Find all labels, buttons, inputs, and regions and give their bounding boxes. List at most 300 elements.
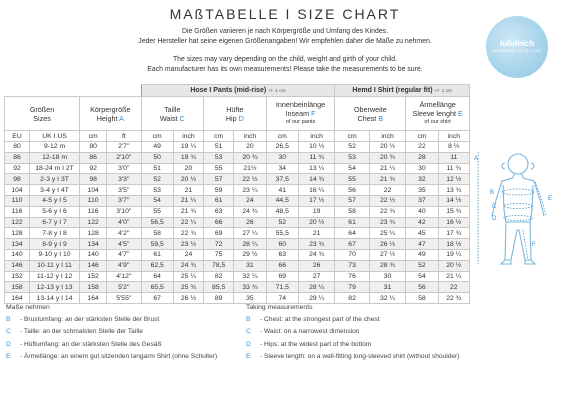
table-cell: 52	[406, 260, 438, 271]
intro-de-line-1: Die Größen variieren je nach Körpergröße und Umfang des Kindes.	[181, 28, 389, 35]
table-cell: 55	[204, 163, 234, 174]
unit-cell: cm	[266, 131, 298, 142]
legend-german	[6, 302, 217, 363]
table-cell: 22 ¾	[173, 228, 203, 239]
table-cell: 21	[298, 228, 334, 239]
table-cell: 26,5	[266, 142, 298, 153]
table-cell: 4'0''	[107, 217, 141, 228]
intro-german	[60, 27, 510, 46]
table-cell: 134	[80, 239, 107, 250]
table-cell: 32 ¼	[369, 293, 405, 304]
table-row	[5, 152, 470, 163]
table-cell: 66	[266, 260, 298, 271]
table-cell: 4'7''	[107, 249, 141, 260]
legend-item	[6, 326, 217, 338]
table-cell: 56,5	[141, 217, 173, 228]
table-cell: 13 ¾	[438, 185, 469, 196]
table-cell: 29 ½	[234, 249, 266, 260]
table-row	[5, 142, 470, 153]
table-cell: 3'3''	[107, 174, 141, 185]
legend-key: E	[6, 352, 11, 360]
intro-en-line-1: The sizes may vary depending on the child, weight and girth of your child.	[172, 56, 398, 63]
legend-item	[246, 351, 459, 363]
table-cell: 28 ¾	[369, 260, 405, 271]
table-cell: 3'10''	[107, 206, 141, 217]
table-cell: 5-6 y I 6	[30, 206, 80, 217]
table-row	[5, 174, 470, 185]
table-cell: 69	[266, 271, 298, 282]
group-pants: Hose I Pants (mid-rise) +/- 1 cm	[141, 85, 335, 97]
table-cell: 21 ¼	[173, 195, 203, 206]
logo-text: lululeich	[499, 38, 535, 48]
header-height: Körpergröße Height A	[80, 97, 141, 131]
table-cell: 80	[80, 142, 107, 153]
table-cell: 58	[141, 228, 173, 239]
table-cell: 30	[266, 152, 298, 163]
header-sizes: Größen Sizes	[5, 97, 80, 131]
table-cell: 3'7''	[107, 195, 141, 206]
table-cell: 110	[5, 195, 30, 206]
table-cell: 98	[5, 174, 30, 185]
table-cell: 10-11 y I 11	[30, 260, 80, 271]
table-cell: 24	[234, 195, 266, 206]
table-cell: 31	[369, 282, 405, 293]
table-cell: 24 ¾	[298, 249, 334, 260]
table-cell: 22 ½	[234, 174, 266, 185]
table-cell: 9-12 m	[30, 142, 80, 153]
table-cell: 23 ¾	[369, 217, 405, 228]
table-cell: 7-8 y I 8	[30, 228, 80, 239]
table-cell: 164	[5, 293, 30, 304]
table-cell: 20 ¾	[234, 152, 266, 163]
table-cell: 11	[438, 152, 469, 163]
table-cell: 140	[80, 249, 107, 260]
table-cell: 76	[335, 271, 369, 282]
table-cell: 61	[204, 195, 234, 206]
table-cell: 15 ¾	[438, 206, 469, 217]
table-row	[5, 163, 470, 174]
table-cell: 8-9 y I 9	[30, 239, 80, 250]
table-cell: 47	[406, 239, 438, 250]
table-cell: 20 ½	[369, 142, 405, 153]
table-cell: 11 ¾	[438, 163, 469, 174]
table-cell: 85,5	[204, 282, 234, 293]
table-cell: 59	[204, 185, 234, 196]
table-cell: 55	[335, 174, 369, 185]
table-cell: 20 ½	[173, 174, 203, 185]
table-row	[5, 206, 470, 217]
table-cell: 55	[141, 206, 173, 217]
header-sleeve: Ärmellänge Sleeve lenght E of our shirt	[406, 97, 470, 131]
group-shirt: Hemd I Shirt (regular fit) +/- 1 cm	[335, 85, 470, 97]
legend-item	[6, 339, 217, 351]
table-cell: 75	[204, 249, 234, 260]
table-cell: 9-10 y I 10	[30, 249, 80, 260]
table-cell: 70	[335, 249, 369, 260]
table-cell: 12-13 y I 13	[30, 282, 80, 293]
intro-de-line-2: Jeder Hersteller hat seine eigenen Größenangaben! Wir empfehlen daher die Maße zu nehmen.	[138, 37, 432, 45]
table-cell: 21 ¾	[369, 174, 405, 185]
table-cell: 19 ¾	[173, 152, 203, 163]
table-cell: 54	[141, 195, 173, 206]
table-row	[5, 282, 470, 293]
unit-cell: inch	[173, 131, 203, 142]
table-cell: 13 ¼	[298, 163, 334, 174]
header-hip: Hüfte Hip D	[204, 97, 267, 131]
legend-en-items	[246, 314, 459, 363]
table-cell: 19 ¼	[173, 142, 203, 153]
legend-item	[246, 339, 459, 351]
legend-english	[246, 302, 459, 363]
logo-subtext: HANDMADE WITH LOVE	[492, 49, 542, 53]
table-cell: 122	[80, 217, 107, 228]
table-cell: 20	[173, 163, 203, 174]
table-cell: 44,5	[266, 195, 298, 206]
legend-text: Hips: at the widest part of the bottom	[264, 340, 372, 348]
table-cell: 49	[406, 249, 438, 260]
table-cell: 13-14 y I 14	[30, 293, 80, 304]
table-cell: 14 ¾	[298, 174, 334, 185]
table-cell: 22 ¾	[438, 293, 469, 304]
table-cell: 17 ¾	[438, 228, 469, 239]
table-cell: 116	[5, 206, 30, 217]
table-cell: 28 ¼	[234, 239, 266, 250]
table-cell: 79	[335, 282, 369, 293]
figure-label-f: F	[532, 242, 536, 248]
table-cell: 20 ¾	[369, 152, 405, 163]
legend-item	[6, 314, 217, 326]
table-cell: 29 ¼	[298, 293, 334, 304]
table-cell: 51	[141, 163, 173, 174]
table-cell: 4'2''	[107, 228, 141, 239]
table-cell: 64	[335, 228, 369, 239]
table-cell: 86	[80, 152, 107, 163]
legend-key: C	[246, 328, 251, 336]
table-cell: 8 ½	[438, 142, 469, 153]
table-cell: 21½	[234, 163, 266, 174]
figure-label-a: A	[474, 156, 479, 162]
table-cell: 86	[5, 152, 30, 163]
table-body	[5, 142, 470, 304]
table-cell: 11-12 y I 12	[30, 271, 80, 282]
child-measurement-figure	[474, 150, 566, 282]
column-header-row	[5, 97, 470, 131]
table-cell: 48,5	[266, 206, 298, 217]
table-cell: 16 ¼	[298, 185, 334, 196]
legend-key: B	[6, 316, 11, 324]
table-cell: 33 ¾	[234, 282, 266, 293]
unit-cell: cm	[204, 131, 234, 142]
legend-text: Brustumfang: an der stärksten Stelle der Brust	[24, 316, 160, 324]
table-cell: 53	[335, 152, 369, 163]
legend-key: E	[246, 352, 251, 360]
table-cell: 12 ½	[438, 174, 469, 185]
table-cell: 18-24 m I 2T	[30, 163, 80, 174]
table-cell: 25 ¾	[173, 282, 203, 293]
table-cell: 27 ½	[369, 249, 405, 260]
table-cell: 71,5	[266, 282, 298, 293]
table-cell: 61	[335, 217, 369, 228]
table-cell: 59,5	[141, 239, 173, 250]
table-row	[5, 217, 470, 228]
unit-cell: UK I US	[30, 131, 80, 142]
table-cell: 128	[5, 228, 30, 239]
table-row	[5, 195, 470, 206]
table-cell: 22	[369, 185, 405, 196]
figure-label-b: B	[490, 190, 495, 196]
table-cell: 52	[141, 174, 173, 185]
table-cell: 64	[141, 271, 173, 282]
table-cell: 26	[234, 217, 266, 228]
table-cell: 23 ½	[173, 239, 203, 250]
table-cell: 49	[141, 142, 173, 153]
table-cell: 67	[141, 293, 173, 304]
table-cell: 69	[204, 228, 234, 239]
table-cell: 25 ¼	[369, 228, 405, 239]
legend-dash: -	[20, 352, 25, 360]
table-cell: 60	[266, 239, 298, 250]
legend-text: Hüftumfang: an der stärksten Stelle des Gesäß	[24, 340, 162, 348]
table-cell: 32 ¼	[234, 271, 266, 282]
table-cell: 14 ½	[438, 195, 469, 206]
table-cell: 19	[298, 206, 334, 217]
table-cell: 4'12''	[107, 271, 141, 282]
unit-cell: cm	[80, 131, 107, 142]
table-cell: 89	[204, 293, 234, 304]
table-cell: 22 ¾	[369, 206, 405, 217]
unit-cell: ft	[107, 131, 141, 142]
table-cell: 51	[204, 142, 234, 153]
intro-english	[60, 55, 510, 74]
brand-logo	[486, 16, 548, 78]
table-cell: 4-5 y I 5	[30, 195, 80, 206]
table-cell: 82	[335, 293, 369, 304]
legend-key: D	[6, 340, 11, 348]
legend-dash: -	[260, 352, 265, 360]
table-cell: 116	[80, 206, 107, 217]
table-cell: 152	[80, 271, 107, 282]
figure-label-d: D	[492, 216, 497, 222]
table-row	[5, 185, 470, 196]
table-cell: 53	[204, 152, 234, 163]
group-header-row	[5, 85, 470, 97]
table-cell: 55,5	[266, 228, 298, 239]
table-cell: 26	[298, 260, 334, 271]
legend-en-heading: Taking measurements	[246, 304, 313, 311]
table-cell: 41	[266, 185, 298, 196]
table-cell: 58	[406, 293, 438, 304]
header-inseam: Innenbeinlänge Inseam F of our pants	[266, 97, 335, 131]
legend-text: Waist: on a narrowest dimension	[264, 328, 360, 336]
table-cell: 158	[5, 282, 30, 293]
table-cell: 24 ¾	[173, 260, 203, 271]
legend-text: Chest: at the strongest part of the chest	[264, 316, 380, 324]
table-cell: 23 ¼	[234, 185, 266, 196]
table-row	[5, 249, 470, 260]
legend-dash: -	[20, 328, 24, 336]
table-cell: 63	[204, 206, 234, 217]
table-row	[5, 271, 470, 282]
intro-en-line-2: Each manufacturer has its own measurements! Please take the measurements to be sure.	[147, 65, 423, 73]
table-cell: 20 ½	[438, 260, 469, 271]
table-cell: 21	[173, 185, 203, 196]
table-cell: 21 ¼	[438, 271, 469, 282]
table-cell: 6-7 y I 7	[30, 217, 80, 228]
table-cell: 42	[406, 217, 438, 228]
legend-de-heading: Maße nehmen	[6, 304, 50, 311]
table-cell: 152	[5, 271, 30, 282]
table-cell: 128	[80, 228, 107, 239]
header-chest: Oberweite Chest B	[335, 97, 406, 131]
table-row	[5, 228, 470, 239]
table-cell: 30	[369, 271, 405, 282]
unit-cell: cm	[406, 131, 438, 142]
table-cell: 3'0''	[107, 163, 141, 174]
table-cell: 22 ¼	[173, 217, 203, 228]
header-waist: Taille Waist C	[141, 97, 204, 131]
table-cell: 22	[406, 142, 438, 153]
table-cell: 146	[80, 260, 107, 271]
legend-key: C	[6, 328, 11, 336]
unit-cell: EU	[5, 131, 30, 142]
figure-label-e: E	[548, 196, 553, 202]
table-cell: 53	[141, 185, 173, 196]
table-cell: 20 ½	[298, 217, 334, 228]
table-cell: 158	[80, 282, 107, 293]
unit-cell: inch	[438, 131, 469, 142]
table-cell: 52	[335, 142, 369, 153]
table-cell: 63	[266, 249, 298, 260]
legend-text: Ärmellänge: an einem gut sitzenden langarm Shirt (ohne Schulter)	[24, 352, 218, 360]
table-cell: 28	[406, 152, 438, 163]
table-cell: 134	[5, 239, 30, 250]
table-cell: 32	[406, 174, 438, 185]
table-cell: 40	[406, 206, 438, 217]
table-cell: 5'55''	[107, 293, 141, 304]
table-cell: 35	[234, 293, 266, 304]
legend-text: Sleeve length: on a well-fitting long-sleeved shirt (without shoulder)	[264, 352, 460, 360]
legend-text: Taille: an der schmalsten Stelle der Taille	[23, 328, 143, 336]
table-cell: 92	[80, 163, 107, 174]
table-cell: 146	[5, 260, 30, 271]
unit-cell: inch	[369, 131, 405, 142]
table-cell: 3-4 y I 4T	[30, 185, 80, 196]
table-cell: 104	[80, 185, 107, 196]
table-cell: 2-3 y I 3T	[30, 174, 80, 185]
table-cell: 5'2''	[107, 282, 141, 293]
table-cell: 10 ½	[298, 142, 334, 153]
table-cell: 122	[5, 217, 30, 228]
table-cell: 26 ½	[369, 239, 405, 250]
table-cell: 72	[204, 239, 234, 250]
table-row	[5, 239, 470, 250]
table-cell: 37	[406, 195, 438, 206]
table-cell: 62,5	[141, 260, 173, 271]
table-cell: 110	[80, 195, 107, 206]
table-cell: 30	[406, 163, 438, 174]
table-cell: 27 ¼	[234, 228, 266, 239]
figure-label-c: C	[492, 204, 497, 210]
legend-item	[246, 326, 459, 338]
table-cell: 17 ½	[298, 195, 334, 206]
table-cell: 2'7''	[107, 142, 141, 153]
table-cell: 11 ¾	[298, 152, 334, 163]
table-cell: 57	[335, 195, 369, 206]
table-cell: 26 ½	[173, 293, 203, 304]
table-cell: 21 ¾	[173, 206, 203, 217]
table-cell: 3'5''	[107, 185, 141, 196]
table-cell: 45	[406, 228, 438, 239]
table-cell: 78,5	[204, 260, 234, 271]
legend-dash: -	[260, 328, 265, 336]
table-cell: 16 ½	[438, 217, 469, 228]
table-cell: 24 ¾	[234, 206, 266, 217]
legend-key: D	[246, 340, 251, 348]
table-cell: 56	[406, 282, 438, 293]
table-cell: 24	[173, 249, 203, 260]
size-chart-table	[4, 84, 470, 304]
table-cell: 27	[298, 271, 334, 282]
table-cell: 58	[335, 206, 369, 217]
table-cell: 31	[234, 260, 266, 271]
page-title: MAßTABELLE I SIZE CHART	[169, 6, 401, 22]
table-cell: 56	[335, 185, 369, 196]
table-cell: 4'9''	[107, 260, 141, 271]
unit-cell: cm	[141, 131, 173, 142]
legend-de-items	[6, 314, 217, 363]
table-cell: 25 ¼	[173, 271, 203, 282]
table-cell: 54	[335, 163, 369, 174]
table-cell: 74	[266, 293, 298, 304]
table-cell: 73	[335, 260, 369, 271]
table-cell: 61	[141, 249, 173, 260]
legend-item	[246, 314, 459, 326]
table-cell: 80	[5, 142, 30, 153]
table-cell: 92	[5, 163, 30, 174]
table-cell: 52	[266, 217, 298, 228]
legend-dash: -	[20, 316, 25, 324]
table-cell: 20	[234, 142, 266, 153]
table-cell: 28 ¼	[298, 282, 334, 293]
table-cell: 164	[80, 293, 107, 304]
table-cell: 22	[438, 282, 469, 293]
table-cell: 140	[5, 249, 30, 260]
table-cell: 35	[406, 185, 438, 196]
table-cell: 2'10''	[107, 152, 141, 163]
table-cell: 22 ½	[369, 195, 405, 206]
table-row	[5, 260, 470, 271]
unit-cell: inch	[234, 131, 266, 142]
table-cell: 104	[5, 185, 30, 196]
table-cell: 82	[204, 271, 234, 282]
table-cell: 50	[141, 152, 173, 163]
units-row	[5, 131, 470, 142]
table-cell: 37,5	[266, 174, 298, 185]
legend-key: B	[246, 316, 251, 324]
table-cell: 54	[406, 271, 438, 282]
table-cell: 65,5	[141, 282, 173, 293]
table-cell: 34	[266, 163, 298, 174]
legend-dash: -	[260, 340, 265, 348]
table-cell: 98	[80, 174, 107, 185]
table-cell: 23 ¾	[298, 239, 334, 250]
unit-cell: inch	[298, 131, 334, 142]
table-cell: 57	[204, 174, 234, 185]
unit-cell: cm	[335, 131, 369, 142]
table-cell: 4'5''	[107, 239, 141, 250]
legend-dash: -	[260, 316, 265, 324]
table-cell: 18 ½	[438, 239, 469, 250]
